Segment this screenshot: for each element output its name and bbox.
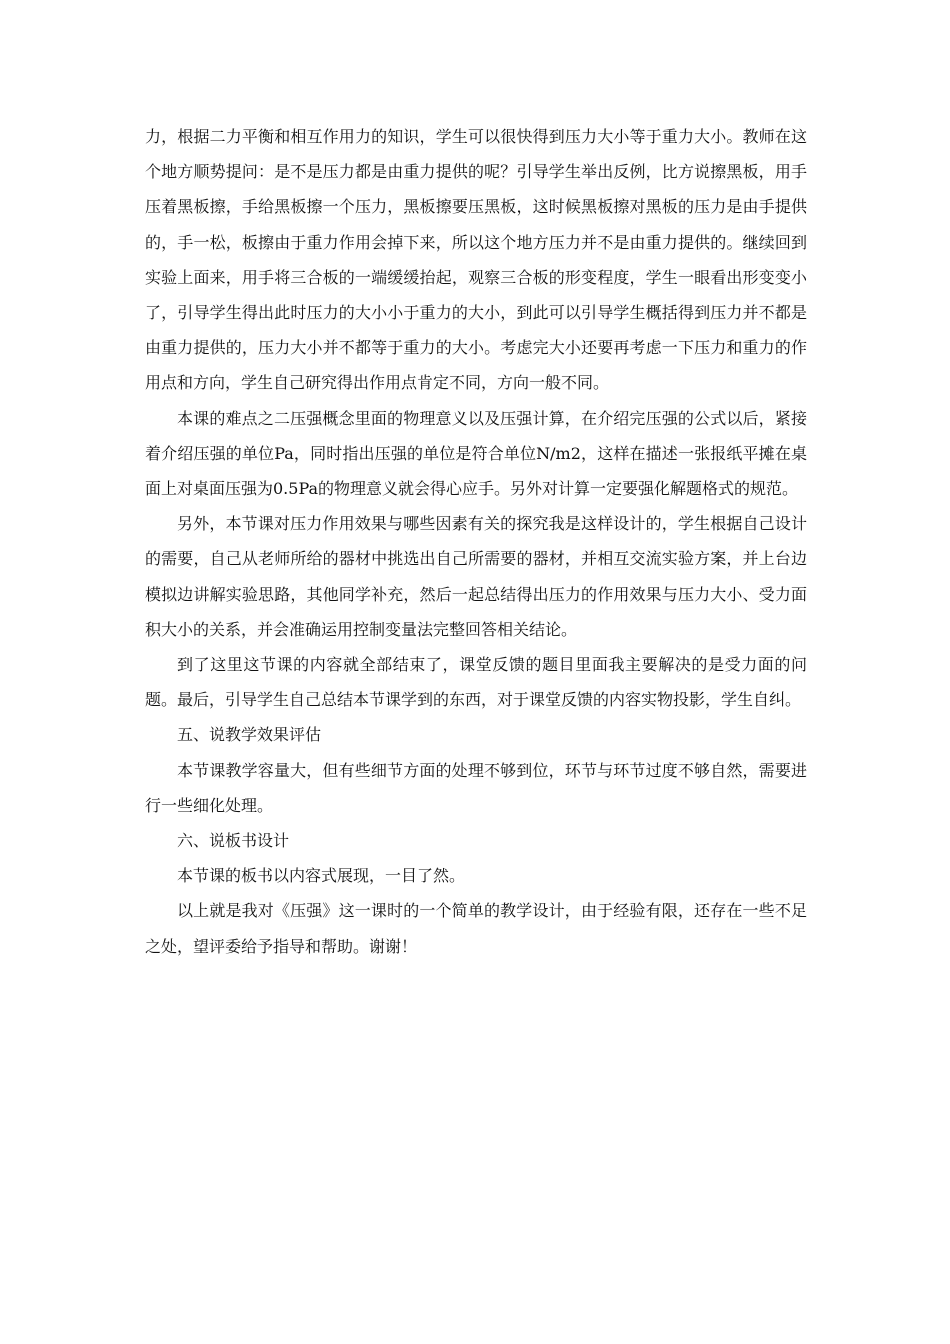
section-heading-blackboard: 六、说板书设计 <box>177 831 290 851</box>
section-heading-evaluation: 五、说教学效果评估 <box>177 725 322 745</box>
paragraph-experiment-design: 另外，本节课对压力作用效果与哪些因素有关的探究我是这样设计的，学生根据自己设计的需要，自己从老师所给的器材中挑选出自己所需要的器材，并相互交流实验方案，并上台边模拟边讲解实验思路，其他同学补充，然后一起总结得出压力的作用效果与压力大小、受力面积大小的关系，并会准确运用控制变量法完整回答相关结论。 <box>145 514 807 639</box>
paragraph-blackboard: 本节课的板书以内容式展现，一目了然。 <box>177 866 466 886</box>
paragraph-evaluation: 本节课教学容量大，但有些细节方面的处理不够到位，环节与环节过度不够自然，需要进行一些细化处理。 <box>145 760 807 815</box>
paragraph-difficulty-two: 本课的难点之二压强概念里面的物理意义以及压强计算，在介绍完压强的公式以后，紧接着介绍压强的单位Pa，同时指出压强的单位是符合单位N/m2，这样在描述一张报纸平摊在桌面上对桌面压强为0.5Pa的物理意义就会得心应手。另外对计算一定要强化解题格式的规范。 <box>145 408 807 499</box>
paragraph-continued: 力，根据二力平衡和相互作用力的知识，学生可以很快得到压力大小等于重力大小。教师在这个地方顺势提问：是不是压力都是由重力提供的呢？引导学生举出反例，比方说擦黑板，用手压着黑板擦，手给黑板擦一个压力，黑板擦要压黑板，这时候黑板擦对黑板的压力是由手提供的，手一松，板擦由于重力作用会掉下来，所以这个地方压力并不是由重力提供的。继续回到实验上面来，用手将三合板的一端缓缓抬起，观察三合板的形变程度，学生一眼看出形变变小了，引导学生得出此时压力的大小小于重力的大小，到此可以引导学生概括得到压力并不都是由重力提供的，压力大小并不都等于重力的大小。考虑完大小还要再考虑一下压力和重力的作用点和方向，学生自己研究得出作用点肯定不同，方向一般不同。 <box>145 127 807 393</box>
document-body <box>145 119 807 964</box>
paragraph-lesson-end: 到了这里这节课的内容就全部结束了，课堂反馈的题目里面我主要解决的是受力面的问题。最后，引导学生自己总结本节课学到的东西，对于课堂反馈的内容实物投影，学生自纠。 <box>145 655 807 710</box>
paragraph-closing: 以上就是我对《压强》这一课时的一个简单的教学设计，由于经验有限，还存在一些不足之处，望评委给予指导和帮助。谢谢！ <box>145 901 807 956</box>
